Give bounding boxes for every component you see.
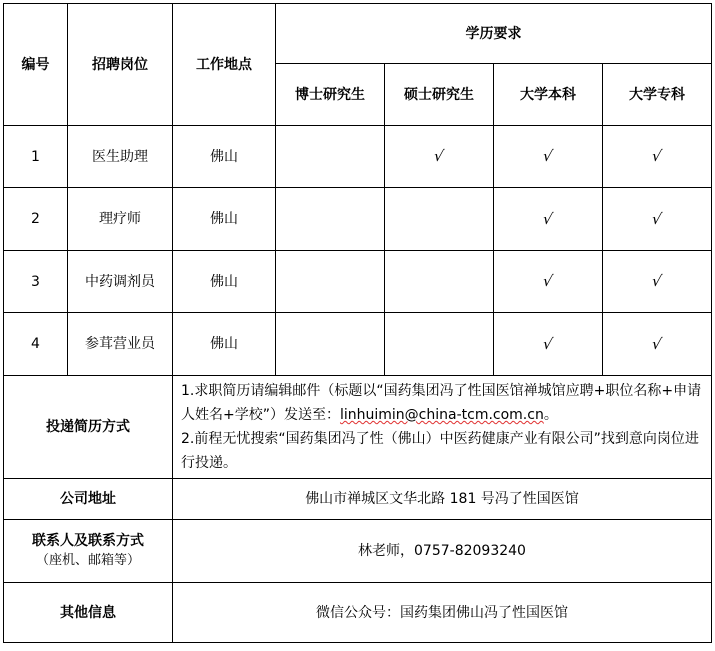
- contact-value: 林老师，0757-82093240: [173, 520, 712, 583]
- header-no: 编号: [4, 4, 68, 126]
- row-bachelor: [494, 126, 603, 188]
- check-mark: √: [541, 209, 555, 228]
- header-edu-college: 大学专科: [603, 64, 712, 126]
- row-phd: [276, 251, 385, 313]
- row-position: 医生助理: [68, 126, 173, 188]
- row-no: 2: [4, 188, 68, 251]
- check-mark: √: [650, 272, 664, 290]
- other-row: [4, 583, 712, 643]
- contact-label: 联系人及联系方式 （座机、邮箱等）: [4, 520, 173, 583]
- other-value: 微信公众号：国药集团佛山冯了性国医馆: [173, 583, 712, 643]
- check-mark: √: [650, 209, 664, 228]
- row-location: 佛山: [173, 251, 276, 313]
- row-master: [385, 251, 494, 313]
- header-edu-master: 硕士研究生: [385, 64, 494, 126]
- row-position: 参茸营业员: [68, 313, 173, 376]
- row-phd: [276, 126, 385, 188]
- row-no: 1: [4, 126, 68, 188]
- row-location: 佛山: [173, 313, 276, 376]
- row-bachelor: [494, 188, 603, 251]
- address-label: 公司地址: [4, 479, 173, 520]
- row-bachelor: [494, 251, 603, 313]
- check-mark: √: [432, 147, 446, 165]
- other-label: 其他信息: [4, 583, 173, 643]
- row-location: 佛山: [173, 188, 276, 251]
- row-bachelor: [494, 313, 603, 376]
- address-value: 佛山市禅城区文华北路 181 号冯了性国医馆: [173, 479, 712, 520]
- contact-row: [4, 520, 712, 583]
- row-phd: [276, 313, 385, 376]
- header-edu-bachelor: 大学本科: [494, 64, 603, 126]
- table-row: [4, 251, 712, 313]
- header-education: 学历要求: [276, 4, 712, 64]
- recruitment-table: [3, 3, 712, 643]
- header-location: 工作地点: [173, 4, 276, 126]
- row-no: 3: [4, 251, 68, 313]
- row-college: [603, 126, 712, 188]
- header-position: 招聘岗位: [68, 4, 173, 126]
- row-position: 理疗师: [68, 188, 173, 251]
- check-mark: √: [650, 334, 664, 353]
- table-row: [4, 313, 712, 376]
- resume-line-2: 2.前程无忧搜索“国药集团冯了性（佛山）中医药健康产业有限公司”找到意向岗位进行投递。: [181, 431, 699, 471]
- email-link[interactable]: linhuimin@china-tcm.com.cn: [339, 407, 544, 423]
- row-master: [385, 126, 494, 188]
- row-no: 4: [4, 313, 68, 376]
- row-master: [385, 188, 494, 251]
- row-college: [603, 251, 712, 313]
- resume-line-1: 1.求职简历请编辑邮件（标题以“国药集团冯了性国医馆禅城馆应聘+职位名称+申请人姓名+学校”）发送至：linhuimin@china-tcm.com.cn。: [181, 383, 702, 423]
- row-college: [603, 188, 712, 251]
- row-phd: [276, 188, 385, 251]
- row-master: [385, 313, 494, 376]
- check-mark: √: [650, 147, 664, 165]
- row-location: 佛山: [173, 126, 276, 188]
- row-position: 中药调剂员: [68, 251, 173, 313]
- resume-row: [4, 376, 712, 479]
- check-mark: √: [541, 334, 555, 353]
- check-mark: √: [541, 272, 555, 290]
- check-mark: √: [541, 147, 555, 165]
- address-row: [4, 479, 712, 520]
- row-college: [603, 313, 712, 376]
- contact-sub-label: （座机、邮箱等）: [35, 553, 140, 568]
- resume-label: 投递简历方式: [4, 376, 173, 479]
- resume-instructions: [173, 376, 712, 479]
- header-edu-phd: 博士研究生: [276, 64, 385, 126]
- table-row: [4, 126, 712, 188]
- table-row: [4, 188, 712, 251]
